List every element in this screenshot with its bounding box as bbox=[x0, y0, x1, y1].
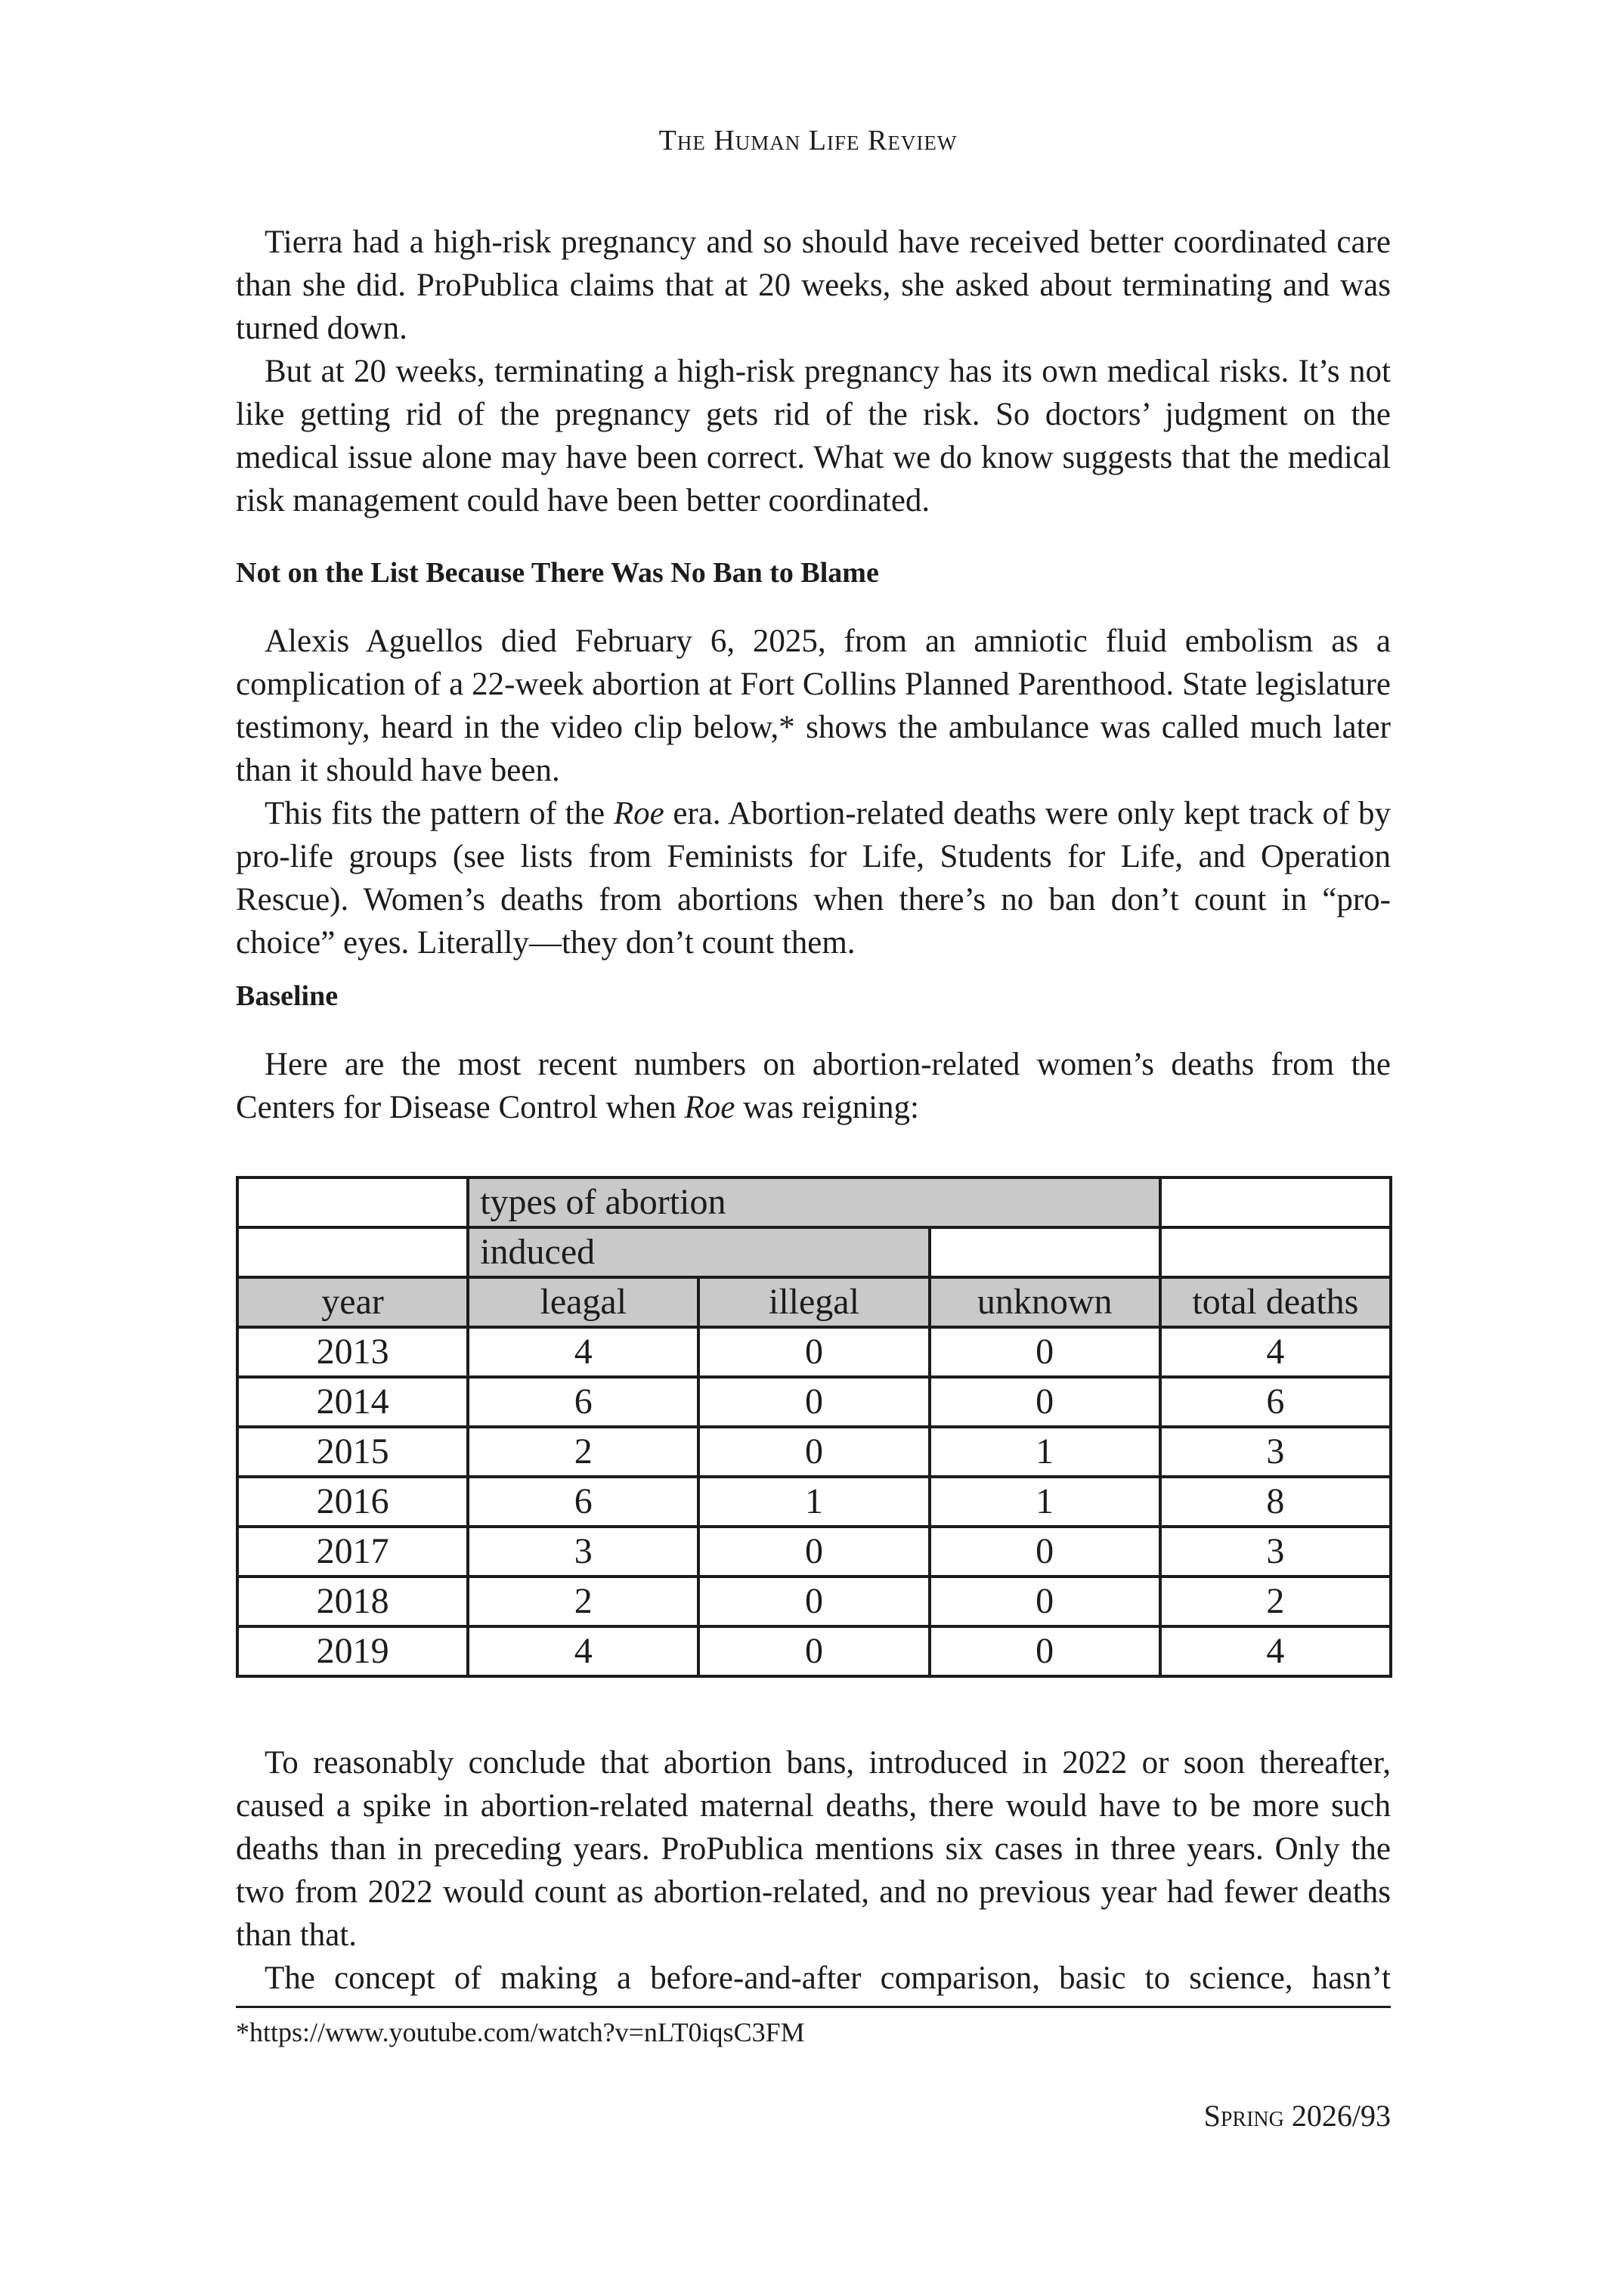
cell-illegal: 0 bbox=[698, 1626, 929, 1676]
cell-leagal: 6 bbox=[468, 1477, 698, 1527]
cell-unknown: 1 bbox=[930, 1477, 1160, 1527]
column-header-leagal: leagal bbox=[468, 1277, 698, 1327]
page-folio bbox=[1204, 2098, 1391, 2134]
cell-leagal: 2 bbox=[468, 1577, 698, 1626]
table-row bbox=[237, 1427, 1391, 1477]
paragraph-baseline bbox=[236, 1043, 1391, 1129]
cell-illegal: 0 bbox=[698, 1377, 929, 1427]
induced-header: induced bbox=[468, 1227, 929, 1277]
column-header-total-deaths: total deaths bbox=[1160, 1277, 1391, 1327]
types-of-abortion-header: types of abortion bbox=[468, 1177, 1160, 1227]
paragraph-alexis: Alexis Aguellos died February 6, 2025, from an amniotic fluid embolism as a complication of a 22-week abortion at Fort Collins Planned Parenthood. State legislature testimony, heard in the video clip below,* shows the ambulance was called much later than it should have been. bbox=[236, 624, 1391, 788]
cell-unknown: 0 bbox=[930, 1577, 1160, 1626]
section1-paragraphs bbox=[236, 620, 1391, 964]
column-header-year: year bbox=[237, 1277, 468, 1327]
cell-total: 3 bbox=[1160, 1527, 1391, 1577]
paragraph-1: Tierra had a high-risk pregnancy and so should have received better coordinated care than she did. ProPublica claims that at 20 weeks, she asked about terminating and was turned down. bbox=[236, 224, 1391, 346]
baseline-paragraph-block bbox=[236, 1043, 1391, 1129]
table-row bbox=[237, 1477, 1391, 1527]
cell-illegal: 0 bbox=[698, 1527, 929, 1577]
paragraph-before-after: The concept of making a before-and-after comparison, basic to science, hasn’t bbox=[265, 1960, 1391, 1996]
baseline-text-1: Here are the most recent numbers on abortion-related women’s deaths from the Centers for Disease Control when bbox=[236, 1047, 1391, 1125]
table-row bbox=[237, 1626, 1391, 1676]
cell-leagal: 4 bbox=[468, 1626, 698, 1676]
deaths-table bbox=[236, 1176, 1392, 1678]
cell-total: 2 bbox=[1160, 1577, 1391, 1626]
section-heading-baseline: Baseline bbox=[236, 980, 339, 1012]
bottom-paragraphs bbox=[236, 1741, 1391, 2000]
table-header-row-1 bbox=[237, 1177, 1391, 1227]
cell-total: 3 bbox=[1160, 1427, 1391, 1477]
empty-cell bbox=[930, 1227, 1160, 1277]
table-row bbox=[237, 1527, 1391, 1577]
column-header-illegal: illegal bbox=[698, 1277, 929, 1327]
cell-year: 2013 bbox=[237, 1327, 468, 1377]
cell-unknown: 0 bbox=[930, 1626, 1160, 1676]
cell-total: 4 bbox=[1160, 1327, 1391, 1377]
cell-leagal: 3 bbox=[468, 1527, 698, 1577]
empty-cell bbox=[1160, 1177, 1391, 1227]
column-header-unknown: unknown bbox=[930, 1277, 1160, 1327]
roe-era-text-1: This fits the pattern of the bbox=[265, 796, 614, 831]
paragraph-roe-era bbox=[236, 792, 1391, 964]
cell-total: 8 bbox=[1160, 1477, 1391, 1527]
table-row bbox=[237, 1377, 1391, 1427]
cell-year: 2017 bbox=[237, 1527, 468, 1577]
cell-year: 2016 bbox=[237, 1477, 468, 1527]
cell-illegal: 0 bbox=[698, 1427, 929, 1477]
cell-unknown: 0 bbox=[930, 1377, 1160, 1427]
table-column-header-row bbox=[237, 1277, 1391, 1327]
table-row bbox=[237, 1577, 1391, 1626]
paragraph-conclusion: To reasonably conclude that abortion bans, introduced in 2022 or soon thereafter, caused a spike in abortion-related maternal deaths, there would have to be more such deaths than in preceding years. ProPublica mentions six cases in three years. Only the two from 2022 would count as abortion-related, and no previous year had fewer deaths than that. bbox=[236, 1745, 1391, 1953]
roe-italic: Roe bbox=[613, 796, 664, 831]
cell-total: 6 bbox=[1160, 1377, 1391, 1427]
footnote-url: *https://www.youtube.com/watch?v=nLT0iqsC3FM bbox=[236, 2017, 805, 2047]
roe-era-text-2: era. Abortion-related deaths were only kept track of by pro-life groups (see lists from Feminists for Life, Students for Life, and Operation Rescue). Women’s deaths from abortions when there’s no ban don’t count in “pro-choice” eyes. Literally—they don’t count them. bbox=[236, 796, 1391, 961]
cell-illegal: 0 bbox=[698, 1577, 929, 1626]
cell-unknown: 1 bbox=[930, 1427, 1160, 1477]
table-header-row-2 bbox=[237, 1227, 1391, 1277]
roe-italic-2: Roe bbox=[684, 1090, 735, 1125]
empty-cell bbox=[237, 1227, 468, 1277]
cell-illegal: 1 bbox=[698, 1477, 929, 1527]
running-header: The Human Life Review bbox=[658, 125, 958, 156]
cell-total: 4 bbox=[1160, 1626, 1391, 1676]
empty-cell bbox=[1160, 1227, 1391, 1277]
footnote-divider bbox=[236, 2006, 1391, 2008]
empty-cell bbox=[237, 1177, 468, 1227]
cell-unknown: 0 bbox=[930, 1327, 1160, 1377]
paragraph-2: But at 20 weeks, terminating a high-risk pregnancy has its own medical risks. It’s not like getting rid of the pregnancy gets rid of the risk. So doctors’ judgment on the medical issue alone may have been correct. What we do know suggests that the medical risk management could have been better coordinated. bbox=[236, 354, 1391, 518]
top-paragraphs bbox=[236, 221, 1391, 522]
cell-leagal: 6 bbox=[468, 1377, 698, 1427]
baseline-text-2: was reigning: bbox=[735, 1090, 919, 1125]
cell-year: 2015 bbox=[237, 1427, 468, 1477]
table-row bbox=[237, 1327, 1391, 1377]
folio-season: Spring bbox=[1203, 2099, 1284, 2133]
cell-illegal: 0 bbox=[698, 1327, 929, 1377]
cell-leagal: 2 bbox=[468, 1427, 698, 1477]
cell-year: 2019 bbox=[237, 1626, 468, 1676]
cell-leagal: 4 bbox=[468, 1327, 698, 1377]
cell-unknown: 0 bbox=[930, 1527, 1160, 1577]
section-heading-no-ban: Not on the List Because There Was No Ban to Blame bbox=[236, 557, 879, 589]
cell-year: 2014 bbox=[237, 1377, 468, 1427]
cell-year: 2018 bbox=[237, 1577, 468, 1626]
folio-issue-page: 2026/93 bbox=[1283, 2099, 1391, 2133]
